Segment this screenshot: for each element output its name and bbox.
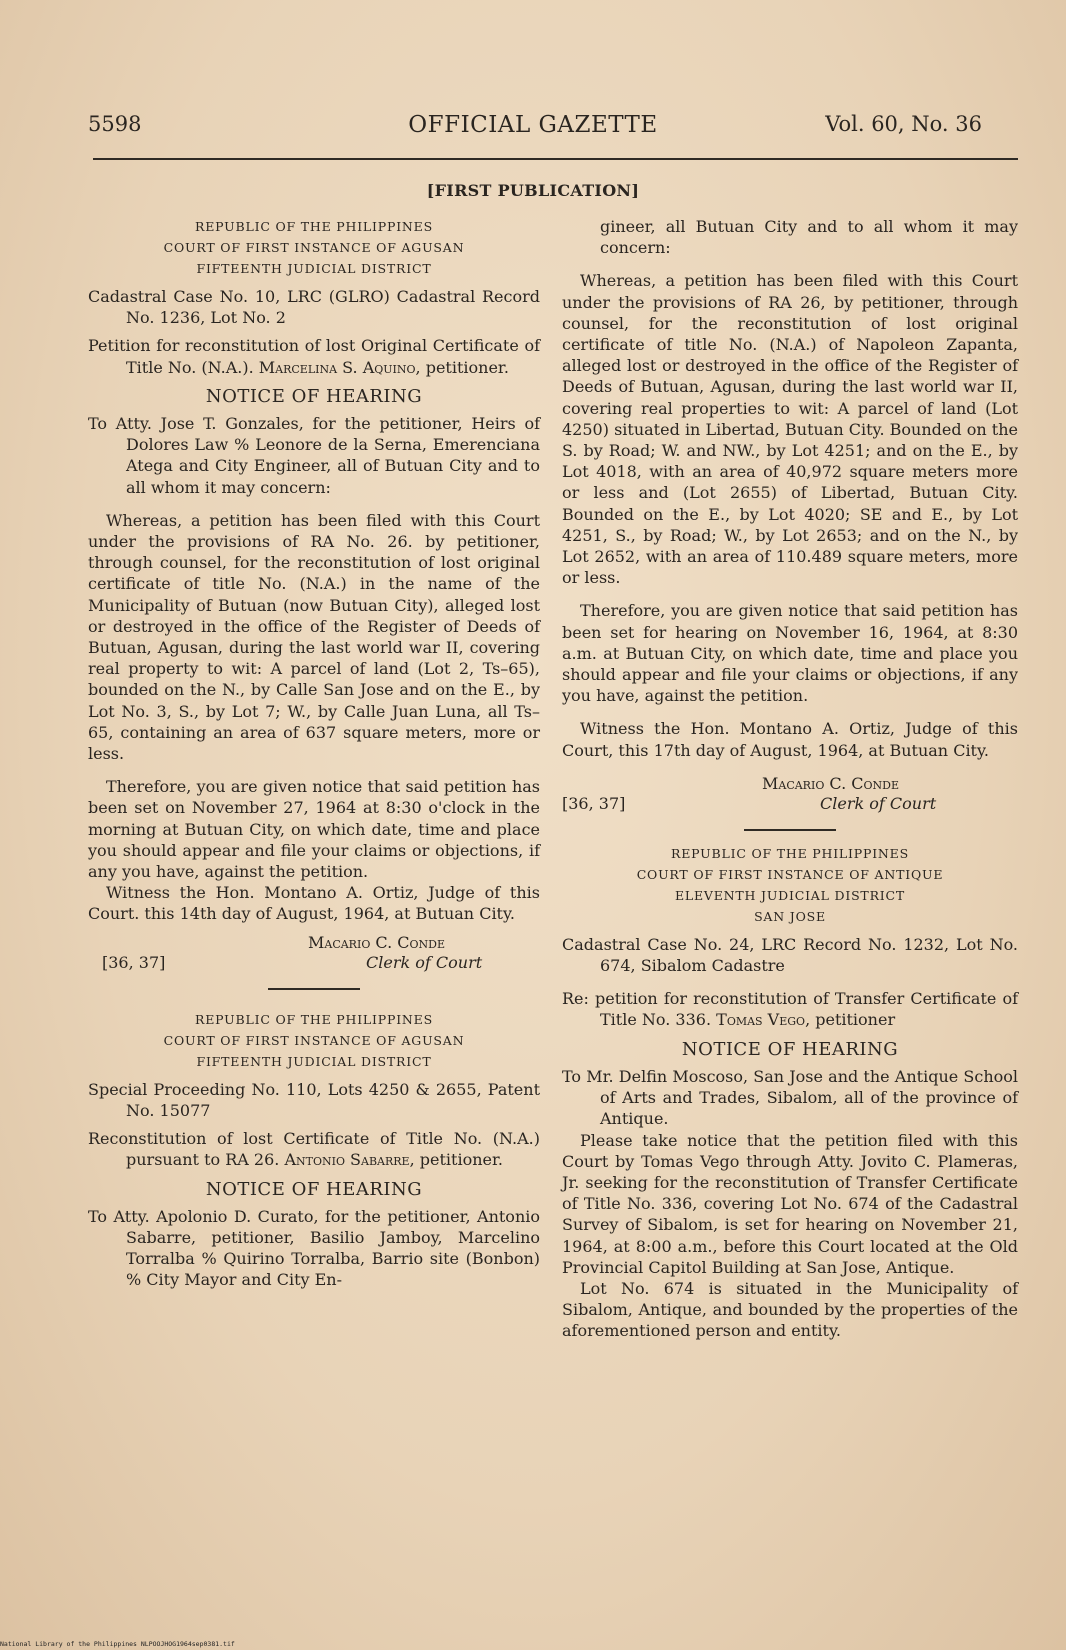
notice1-case: Cadastral Case No. 10, LRC (GLRO) Cadastral Record No. 1236, Lot No. 2 bbox=[88, 287, 540, 328]
notice2-addressees: To Atty. Apolonio D. Curato, for the petitioner, Antonio Sabarre, petitioner, Basilio Jamboy, Marcelino Torralba % Quirino Torralba, Barrio site (Bonbon) % City Mayor and City En- bbox=[88, 1206, 540, 1290]
notice2-therefore: Therefore, you are given notice that said petition has been set for hearing on November 16, 1964, at 8:30 a.m. at Butuan City, on which date, time and place you should appear and file your claims or objections, if any you have, against the petition. bbox=[562, 601, 1018, 706]
notice1-signature: Macario C. Conde [36, 37] Clerk of Court bbox=[102, 932, 483, 972]
notice1-witness: Witness the Hon. Montano A. Ortiz, Judge of this Court. this 14th day of August, 1964, at Butuan City. bbox=[88, 883, 540, 924]
notice2-petition: Reconstitution of lost Certificate of Title No. (N.A.) pursuant to RA 26. Antonio Sabarre, petitioner. bbox=[88, 1129, 540, 1170]
notice3-heading: NOTICE OF HEARING bbox=[681, 1038, 899, 1060]
notice2-whereas: Whereas, a petition has been filed with this Court under the provisions of RA 26, by petitioner, through counsel, for the reconstitution of lost original certificate of title No. (N.A.) of Napoleon Zapanta, alleged lost or destroyed in the office of the Register of Deeds of Butuan, Agusan, during the last world war II, covering real properties to wit: A parcel of land (Lot 4250) situated in Libertad, Butuan City. Bounded on the S. by Road; W. and NW., by Lot 4251; and on the E., by Lot 4018, with an area of 40,972 square meters more or less and (Lot 2655) of Libertad, Butuan City. Bounded on the E., by Lot 4020; SE and E., by Lot 4251, S., by Road; W., by Lot 2653; and on the N., by Lot 2652, with an area of 110.489 square meters, more or less. bbox=[562, 271, 1018, 588]
page-number: 5598 bbox=[88, 112, 142, 136]
notice2-witness: Witness the Hon. Montano A. Ortiz, Judge of this Court, this 17th day of August, 1964, at Butuan City. bbox=[562, 719, 1018, 760]
publication-title: OFFICIAL GAZETTE bbox=[408, 112, 658, 138]
notice2-heading: NOTICE OF HEARING bbox=[205, 1178, 423, 1200]
notice2-addressees-cont: gineer, all Butuan City and to all whom it may concern: bbox=[600, 217, 1018, 258]
notice3-body: Please take notice that the petition filed with this Court by Tomas Vego through Atty. Jovito C. Plameras, Jr. seeking for the reconstitution of Transfer Certificate of Title No. 336, covering Lot No. 674 of the Cadastral Survey of Sibalom, is set for hearing on November 21, 1964, at 8:00 a.m., before this Court located at the Old Provincial Capitol Building at San Jose, Antique. bbox=[562, 1130, 1018, 1277]
left-column bbox=[88, 216, 540, 1291]
notice3-petition: Re: petition for reconstitution of Transfer Certificate of Title No. 336. Tomas Vego, petitioner bbox=[562, 989, 1018, 1030]
notice3-addressees: To Mr. Delfin Moscoso, San Jose and the Antique School of Arts and Trades, Sibalom, all of the province of Antique. bbox=[562, 1066, 1018, 1129]
notice2-signature: Macario C. Conde [36, 37] Clerk of Court bbox=[562, 773, 937, 813]
volume-info: Vol. 60, No. 36 bbox=[825, 112, 982, 136]
publication-status: [FIRST PUBLICATION] bbox=[426, 181, 640, 200]
notice3-court-header: REPUBLIC OF THE PHILIPPINES COURT OF FIRST INSTANCE OF ANTIQUE ELEVENTH JUDICIAL DISTRICT SAN JOSE bbox=[636, 845, 944, 924]
scan-footer: National Library of the Philippines NLPOOJHOG1964sep0381.tif bbox=[0, 1640, 235, 1648]
notice1-petition: Petition for reconstitution of lost Original Certificate of Title No. (N.A.). Marcelina S. Aquino, petitioner. bbox=[88, 336, 540, 377]
notice3-case: Cadastral Case No. 24, LRC Record No. 1232, Lot No. 674, Sibalom Cadastre bbox=[562, 934, 1018, 976]
header-rule bbox=[93, 158, 1018, 160]
notice1-court-header: REPUBLIC OF THE PHILIPPINES COURT OF FIRST INSTANCE OF AGUSAN FIFTEENTH JUDICIAL DISTRICT bbox=[163, 219, 465, 276]
notice2-case: Special Proceeding No. 110, Lots 4250 & 2655, Patent No. 15077 bbox=[88, 1079, 540, 1120]
right-column bbox=[562, 216, 1018, 1342]
notice1-therefore: Therefore, you are given notice that said petition has been set on November 27, 1964 at 8:30 o'clock in the morning at Butuan City, on which date, time and place you should appear and file your claims or objections, if any you have, against the petition. bbox=[88, 777, 540, 882]
notice3-lot: Lot No. 674 is situated in the Municipality of Sibalom, Antique, and bounded by the properties of the aforementioned person and entity. bbox=[562, 1278, 1018, 1341]
notice2-court-header: REPUBLIC OF THE PHILIPPINES COURT OF FIRST INSTANCE OF AGUSAN FIFTEENTH JUDICIAL DISTRICT bbox=[163, 1011, 465, 1069]
notice1-addressees: To Atty. Jose T. Gonzales, for the petitioner, Heirs of Dolores Law % Leonore de la Serna, Emerenciana Atega and City Engineer, all of Butuan City and to all whom it may concern: bbox=[88, 414, 540, 497]
notice1-whereas: Whereas, a petition has been filed with this Court under the provisions of RA No. 26. by petitioner, through counsel, for the reconstitution of lost original certificate of title No. (N.A.) in the name of the Municipality of Butuan (now Butuan City), alleged lost or destroyed in the office of the Register of Deeds of Butuan, Agusan, during the last world war II, covering real property to wit: A parcel of land (Lot 2, Ts–65), bounded on the N., by Calle San Jose and on the E., by Lot No. 3, S., by Lot 7; W., by Calle Juan Luna, all Ts–65, containing an area of 637 square meters, more or less. bbox=[88, 510, 540, 764]
notice1-heading: NOTICE OF HEARING bbox=[205, 385, 423, 407]
